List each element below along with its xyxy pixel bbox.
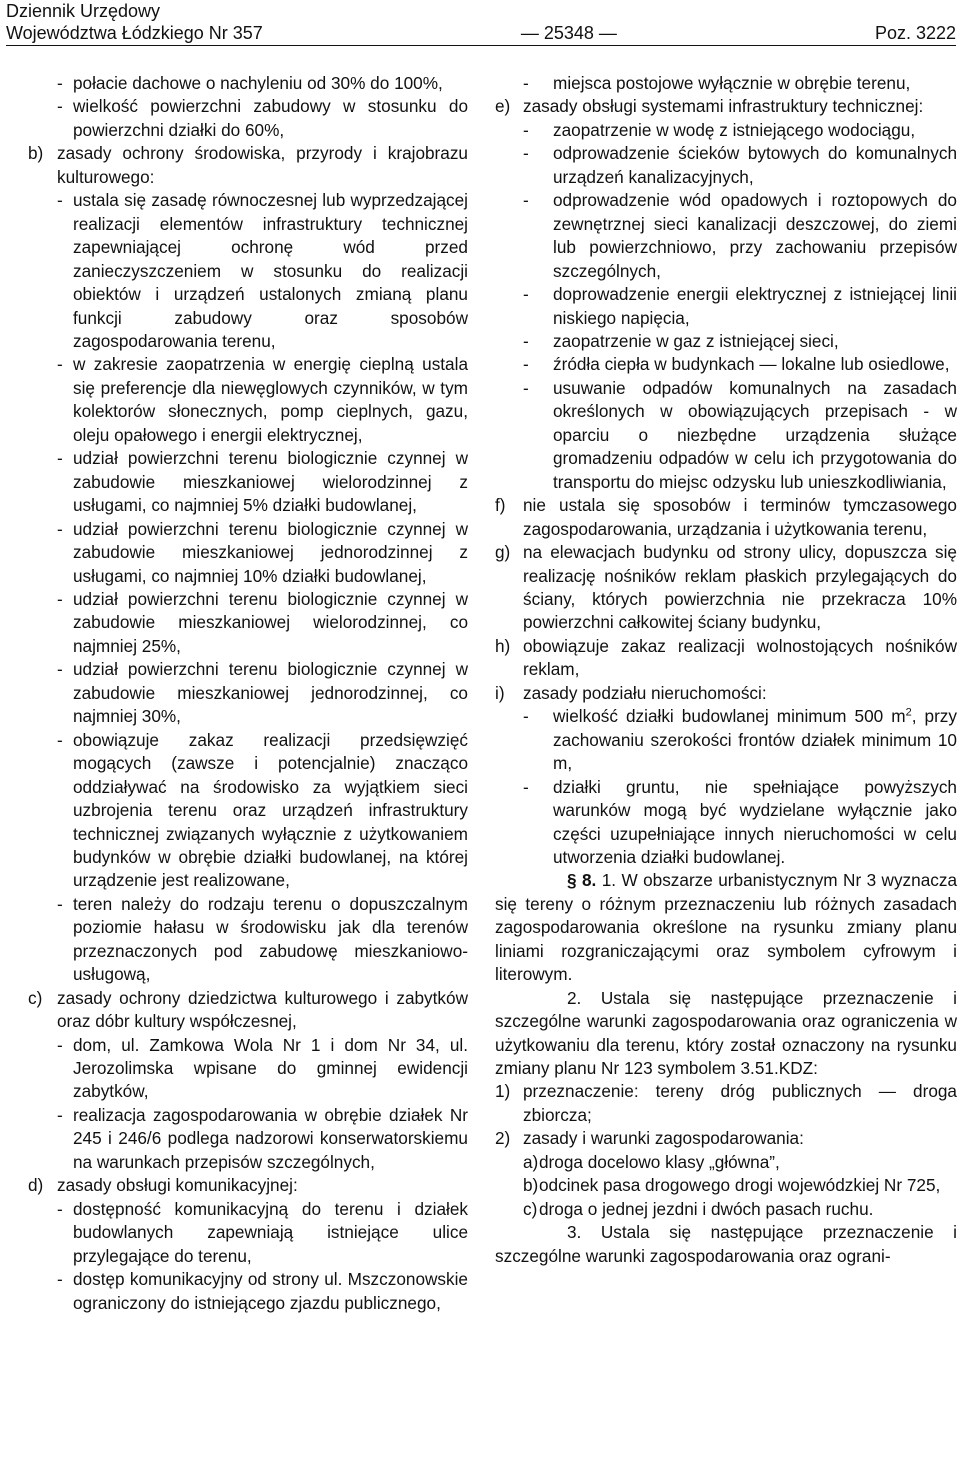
list-item xyxy=(28,1034,468,1104)
list-marker: - xyxy=(57,588,68,609)
list-marker: - xyxy=(523,190,534,211)
list-text: droga docelowo klasy „główna”, xyxy=(539,1151,780,1172)
list-marker: - xyxy=(523,377,534,398)
list-item xyxy=(495,705,957,775)
list-marker: 2) xyxy=(495,1128,511,1149)
list-marker: - xyxy=(523,354,534,375)
list-item xyxy=(28,518,468,588)
list-item xyxy=(495,283,957,330)
list-marker: - xyxy=(57,190,68,211)
list-text: połacie dachowe o nachyleniu od 30% do 100%, xyxy=(73,73,443,93)
list-text: zasady obsługi komunikacyjnej: xyxy=(57,1175,298,1196)
list-item xyxy=(495,1080,957,1127)
list-item xyxy=(28,658,468,728)
list-marker: b) xyxy=(28,143,44,164)
list-text: dostępność komunikacyjną do terenu i działek budowlanych zapewniają istniejące ulice przylegające do terenu, xyxy=(73,1198,468,1266)
list-marker: g) xyxy=(495,542,511,563)
list-item xyxy=(495,353,957,376)
page-number: — 25348 — xyxy=(520,23,617,43)
list-item xyxy=(28,142,468,189)
list-marker: e) xyxy=(495,96,511,117)
list-marker: h) xyxy=(495,635,511,656)
list-text: dostęp komunikacyjny od strony ul. Mszczonowskie ograniczony do istniejącego zjazdu publicznego, xyxy=(73,1269,468,1313)
list-text: zaopatrzenie w wodę z istniejącego wodociągu, xyxy=(553,119,916,140)
list-text: dom, ul. Zamkowa Wola Nr 1 i dom Nr 34, ul. Jerozolimska wpisane do gminnej ewidencji zabytków, xyxy=(73,1034,468,1102)
list-text: udział powierzchni terenu biologicznie czynnej w zabudowie mieszkaniowej jednorodzinnej z usługami, co najmniej 10% działki budowlanej, xyxy=(73,518,468,586)
list-item xyxy=(28,1104,468,1174)
list-item xyxy=(28,353,468,447)
list-text: zaopatrzenie w gaz z istniejącej sieci, xyxy=(553,330,839,351)
list-item xyxy=(495,682,957,705)
list-text: na elewacjach budynku od strony ulicy, dopuszcza się realizację nośników reklam płaskich przylegających do ściany, których powierzchnia nie przekracza 10% powierzchni całkowitej ściany budynku, xyxy=(523,542,957,633)
right-items-a xyxy=(495,72,957,705)
list-text: droga o jednej jezdni i dwóch pasach ruchu. xyxy=(539,1198,874,1219)
list-text: udział powierzchni terenu biologicznie czynnej w zabudowie mieszkaniowej wielorodzinnej, co najmniej 25%, xyxy=(73,588,468,656)
list-item xyxy=(495,1174,957,1197)
list-marker: d) xyxy=(28,1175,44,1196)
list-marker: - xyxy=(57,1034,68,1055)
list-text: obowiązuje zakaz realizacji przedsięwzięć mogących (zawsze i potencjalnie) znacząco oddziaływać na środowisko za wyjątkiem sieci uzbrojenia terenu oraz urządzeń infrastruktury technicznej związanych wyłącznie z użytkowaniem budynków w obrębie działki budowlanej, na której urządzenie jest realizowane, xyxy=(73,729,468,891)
list-marker: 1) xyxy=(495,1081,511,1102)
list-item xyxy=(28,189,468,353)
list-item xyxy=(28,1174,468,1197)
list-marker: a) xyxy=(523,1151,539,1172)
header-rule xyxy=(6,45,956,46)
list-text: zasady ochrony środowiska, przyrody i krajobrazu kulturowego: xyxy=(57,143,468,187)
list-marker: - xyxy=(57,448,68,469)
list-marker: - xyxy=(523,119,534,140)
list-item xyxy=(495,119,957,142)
list-marker: - xyxy=(523,284,534,305)
list-item xyxy=(495,494,957,541)
list-text: odprowadzenie ścieków bytowych do komunalnych urządzeń kanalizacyjnych, xyxy=(553,143,957,187)
list-item xyxy=(28,447,468,517)
list-marker: c) xyxy=(28,987,43,1008)
list-text: odcinek pasa drogowego drogi wojewódzkiej Nr 725, xyxy=(539,1175,941,1196)
list-item xyxy=(28,1198,468,1268)
list-item xyxy=(28,588,468,658)
right-items-b xyxy=(495,776,957,870)
list-text: zasady podziału nieruchomości: xyxy=(523,682,767,703)
list-marker: - xyxy=(57,729,68,750)
list-text: udział powierzchni terenu biologicznie czynnej w zabudowie mieszkaniowej wielorodzinnej z usługami, co najmniej 5% działki budowlanej, xyxy=(73,448,468,516)
list-item xyxy=(495,377,957,494)
list-text: źródła ciepła w budynkach — lokalne lub osiedlowe, xyxy=(553,354,950,375)
list-item xyxy=(495,1198,957,1221)
list-text: wielkość działki budowlanej minimum 500 $m^2$, przy zachowaniu szerokości frontów działek minimum 10 m, xyxy=(553,706,957,774)
right-column xyxy=(495,72,957,1268)
list-text: działki gruntu, nie spełniające powyższych warunków mogą być wydzielane wyłącznie jako części uzupełniające innych nieruchomości w celu utworzenia działki budowlanej. xyxy=(553,776,957,867)
list-item xyxy=(495,1151,957,1174)
list-marker: - xyxy=(57,96,68,117)
list-text: udział powierzchni terenu biologicznie czynnej w zabudowie mieszkaniowej jednorodzinnej, co najmniej 30%, xyxy=(73,659,468,727)
list-marker: f) xyxy=(495,495,506,516)
list-item xyxy=(28,893,468,987)
list-marker: - xyxy=(57,354,68,375)
journal-volume: Województwa Łódzkiego Nr 357 xyxy=(6,23,263,43)
list-text: zasady obsługi systemami infrastruktury technicznej: xyxy=(523,96,924,117)
list-marker: - xyxy=(523,143,534,164)
list-item xyxy=(495,189,957,283)
list-item xyxy=(495,635,957,682)
list-text: zasady i warunki zagospodarowania: xyxy=(523,1128,804,1149)
list-item xyxy=(28,729,468,893)
list-text: obowiązuje zakaz realizacji wolnostojących nośników reklam, xyxy=(523,635,957,680)
list-text: nie ustala się sposobów i terminów tymczasowego zagospodarowania, urządzania i użytkowania terenu, xyxy=(523,495,957,539)
list-text: teren należy do rodzaju terenu o dopuszczalnym poziomie hałasu w środowisku jak dla terenów przeznaczonych pod zabudowę mieszkaniowo-usługową, xyxy=(73,893,468,985)
list-item xyxy=(28,95,468,142)
list-item xyxy=(28,72,468,95)
list-text: wielkość powierzchni zabudowy w stosunku do powierzchni działki do 60%, xyxy=(73,96,468,140)
list-text: zasady ochrony dziedzictwa kulturowego i zabytków oraz dóbr kultury współczesnej, xyxy=(57,987,468,1032)
list-text: doprowadzenie energii elektrycznej z istniejącej linii niskiego napięcia, xyxy=(553,284,957,328)
list-item xyxy=(495,1127,957,1150)
section-symbol: § 8. xyxy=(567,870,597,891)
list-marker: - xyxy=(57,1198,68,1219)
list-item xyxy=(28,987,468,1034)
superscript: 2 xyxy=(905,706,912,719)
list-marker: - xyxy=(523,330,534,351)
list-text: przeznaczenie: tereny dróg publicznych — droga zbiorcza; xyxy=(523,1081,957,1125)
list-marker: - xyxy=(523,73,534,93)
list-marker: - xyxy=(57,73,68,93)
list-marker: - xyxy=(57,659,68,680)
position-number: Poz. 3222 xyxy=(874,23,956,43)
list-text: realizacja zagospodarowania w obrębie działek Nr 245 i 246/6 podlega nadzorowi konserwatorskiemu na warunkach przepisów szczególnych, xyxy=(73,1104,468,1172)
list-text: odprowadzenie wód opadowych i roztopowych do zewnętrznej sieci kanalizacji deszczowej, do ziemi lub powierzchniowo, przy zachowaniu przepisów szczególnych, xyxy=(553,190,957,281)
list-item xyxy=(495,142,957,189)
list-text: miejsca postojowe wyłącznie w obrębie terenu, xyxy=(553,73,911,93)
list-item xyxy=(495,330,957,353)
list-text: w zakresie zaopatrzenia w energię cieplną ustala się preferencje dla niewęglowych czynników, w tym kolektorów słonecznych, pomp cieplnych, gazu, oleju opałowego i energii elektrycznej, xyxy=(73,354,468,445)
list-marker: - xyxy=(57,1104,68,1125)
list-marker: c) xyxy=(523,1198,538,1219)
list-item xyxy=(495,72,957,95)
list-text: usuwanie odpadów komunalnych na zasadach określonych w obowiązujących przepisach - w oparciu o niezbędne urządzenia służące gromadzeniu odpadów w celu ich przygotowania do transportu do miejsc odzysku lub unieszkodliwiania, xyxy=(553,377,957,492)
paragraph-text: 1. W obszarze urbanistycznym Nr 3 wyznacza się tereny o różnym przeznaczeniu lub różnych zasadach zagospodarowania określone na rysunku zmiany planu liniami rozgraniczającymi oraz symbolem cyfrowym i literowym. xyxy=(495,870,957,985)
list-item xyxy=(28,1268,468,1315)
list-marker: - xyxy=(523,706,534,727)
list-marker: b) xyxy=(523,1175,539,1196)
list-item xyxy=(495,95,957,118)
list-marker: - xyxy=(57,893,68,914)
list-marker: - xyxy=(57,518,68,539)
list-text: ustala się zasadę równoczesnej lub wyprzedzającej realizacji elementów infrastruktury technicznej zapewniającej ochronę wód przed zanieczyszczeniem w stosunku do realizacji obiektów i urządzeń ustalonych zmianą planu funkcji zabudowy oraz sposobów zagospodarowania terenu, xyxy=(73,190,468,351)
list-item xyxy=(495,776,957,870)
page-header xyxy=(6,0,956,46)
list-marker: - xyxy=(523,776,534,797)
list-marker: i) xyxy=(495,682,505,703)
list-item xyxy=(495,541,957,635)
journal-title: Dziennik Urzędowy xyxy=(6,1,161,21)
paragraph-8 xyxy=(495,869,957,986)
right-items-c xyxy=(495,1080,957,1221)
paragraph-2: 2. Ustala się następujące przeznaczenie i szczególne warunki zagospodarowania oraz ograniczenia w użytkowaniu dla terenu, który został oznaczony na rysunku zmiany planu Nr 123 symbolem 3.51.KDZ: xyxy=(495,987,957,1079)
list-marker: - xyxy=(57,1269,68,1290)
left-column xyxy=(28,72,468,1315)
paragraph-3: 3. Ustala się następujące przeznaczenie i szczególne warunki zagospodarowania oraz ograni- xyxy=(495,1222,957,1266)
